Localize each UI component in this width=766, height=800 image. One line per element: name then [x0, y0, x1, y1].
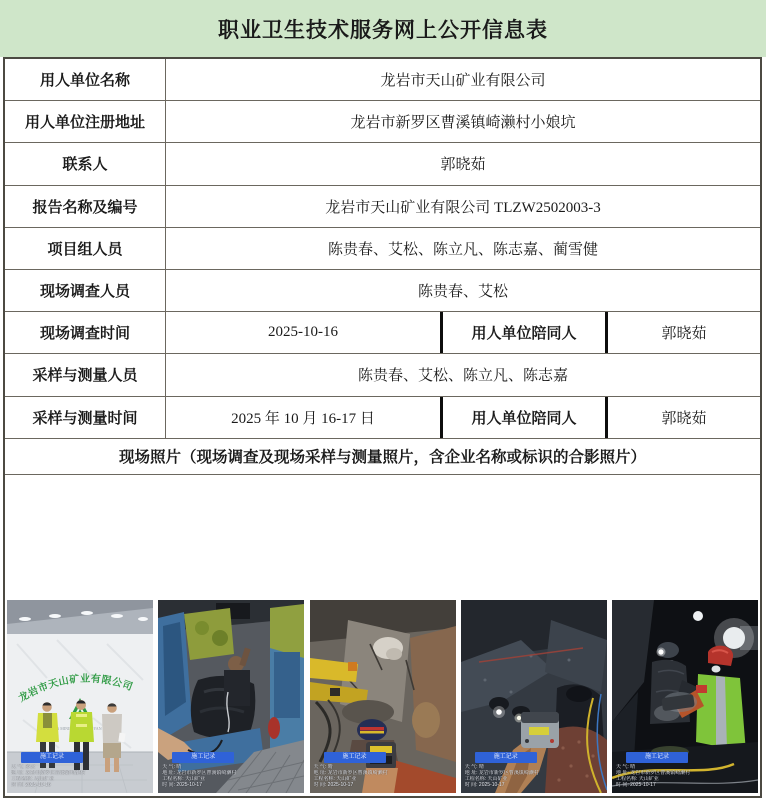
lobby-wall-text: 龙岩市天山矿业有限公司 — [17, 673, 135, 705]
field-label: 现场调查人员 — [39, 284, 130, 301]
photo-section-header — [5, 439, 760, 475]
field-label: 现场调查时间 — [39, 326, 130, 343]
watermark-line: 天 气: 晴 — [313, 764, 333, 770]
watermark-line: 时 间: 2025-10-17 — [162, 782, 202, 788]
watermark-title: 施工记录 — [475, 752, 537, 763]
watermark-line: 天 气: 晴 — [616, 764, 636, 770]
field-value: 龙岩市天山矿业有限公司 — [165, 59, 760, 100]
field-label: 报告名称及编号 — [32, 199, 138, 216]
row-project-team — [5, 228, 760, 270]
tunnel-drill-photo-image — [310, 600, 456, 793]
watermark-line: 工程名称: 天山矿业 — [464, 776, 508, 782]
field-value: 龙岩市新罗区曹溪镇崎濑村小娘坑 — [165, 101, 760, 142]
escort-value: 郭晓茹 — [661, 410, 707, 427]
field-value: 陈贵春、艾松 — [165, 270, 760, 311]
watermark-line: 工程名称: 天山矿业 — [11, 776, 54, 782]
field-value: 陈贵春、艾松、陈立凡、陈志嘉、蔺雪健 — [165, 228, 760, 269]
watermark-line: 时 间: 2025-10-16 — [11, 782, 51, 788]
watermark-line: 地 址: 龙岩市新罗区曹溪镇崎濑村 — [464, 770, 539, 776]
photo-strip — [7, 600, 758, 793]
field-label: 联系人 — [62, 157, 108, 174]
escort-value: 郭晓茹 — [661, 326, 707, 343]
field-label: 用人单位注册地址 — [24, 115, 145, 132]
lobby-wall-subtext: MINING — [60, 726, 76, 731]
watermark-title: 施工记录 — [626, 752, 688, 763]
watermark-line: 时 间: 2025-10-17 — [464, 782, 505, 788]
watermark-title: 施工记录 — [324, 752, 386, 763]
photo-truck-cab — [158, 600, 304, 793]
row-contact-person — [5, 143, 760, 185]
photo-section-title: 现场照片（现场调查及现场采样与测量照片，含企业名称或标识的合影照片） — [118, 449, 646, 467]
watermark-line: 工程名称: 天山矿业 — [616, 776, 659, 782]
watermark-line: 地 址: 龙岩市新罗区曹溪镇崎濑村 — [162, 770, 237, 776]
form-title: 职业卫生技术服务网上公开信息表 — [218, 18, 548, 42]
title-bar — [0, 0, 766, 57]
field-value: 龙岩市天山矿业有限公司 TLZW2502003-3 — [165, 186, 760, 227]
gas-detector-photo-image — [461, 600, 607, 793]
field-value: 陈贵春、艾松、陈立凡、陈志嘉 — [165, 354, 760, 395]
watermark-line: 工程名称: 天山矿业 — [162, 776, 206, 782]
row-survey-personnel — [5, 270, 760, 312]
escort-label: 用人单位陪同人 — [440, 397, 608, 438]
lobby-group-photo-image — [7, 600, 153, 793]
night-workers-photo-image — [612, 600, 758, 793]
row-employer-name — [5, 59, 760, 101]
row-report-name-number — [5, 186, 760, 228]
watermark-line: 地 址: 龙岩市新罗区曹溪镇崎濑村 — [11, 770, 86, 776]
watermark-line: 工程名称: 天山矿业 — [313, 776, 357, 782]
field-value: 郭晓茹 — [165, 143, 760, 184]
watermark-line: 天 气: 晴 — [464, 764, 484, 770]
field-label: 用人单位名称 — [39, 73, 130, 90]
watermark-title: 施工记录 — [21, 752, 83, 763]
watermark-line: 时 间: 2025-10-17 — [616, 782, 656, 788]
watermark-title: 施工记录 — [172, 752, 234, 763]
field-label: 采样与测量人员 — [32, 368, 138, 385]
row-sampling-personnel — [5, 354, 760, 396]
field-label: 项目组人员 — [47, 241, 123, 258]
watermark-line: 天 气: 晴 — [162, 764, 182, 770]
row-sampling-date — [5, 397, 760, 439]
field-label: 采样与测量时间 — [32, 410, 138, 427]
info-table — [3, 57, 762, 798]
photo-tunnel-drill — [310, 600, 456, 793]
watermark-line: 时 间: 2025-10-17 — [313, 782, 354, 788]
photo-lobby-group — [7, 600, 153, 793]
photo-section — [5, 475, 760, 796]
field-value: 2025-10-16 — [165, 312, 440, 353]
photo-night-workers — [612, 600, 758, 793]
watermark-line: 地 址: 龙岩市新罗区曹溪镇崎濑村 — [616, 770, 691, 776]
watermark-line: 天 气: 多云 — [11, 764, 36, 770]
watermark-line: 地 址: 龙岩市新罗区曹溪镇崎濑村 — [313, 770, 388, 776]
field-value: 2025 年 10 月 16-17 日 — [165, 397, 440, 438]
photo-gas-detector — [461, 600, 607, 793]
row-survey-date — [5, 312, 760, 354]
row-registered-address — [5, 101, 760, 143]
truck-cab-photo-image — [158, 600, 304, 793]
escort-label: 用人单位陪同人 — [440, 312, 608, 353]
